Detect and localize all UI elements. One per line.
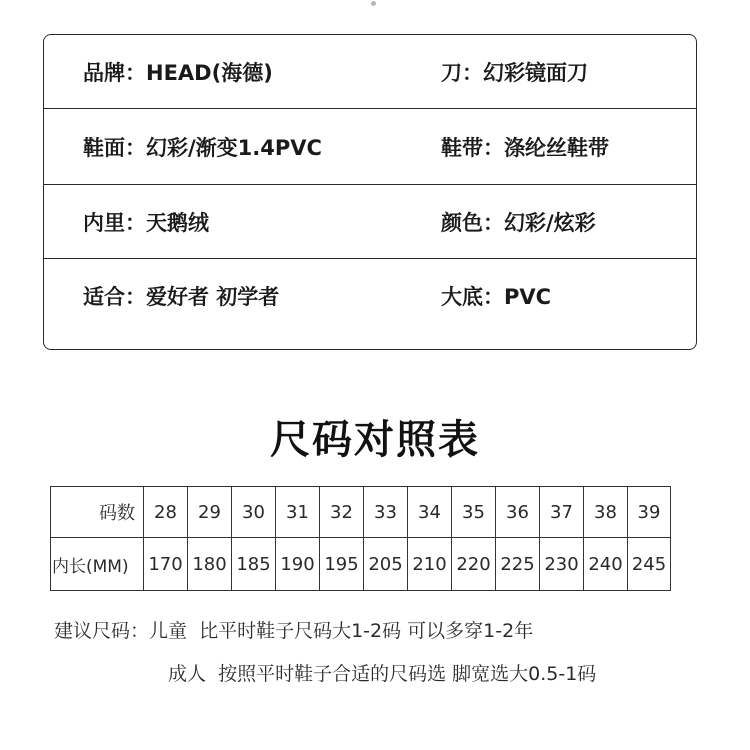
length-cell: 245	[628, 538, 671, 591]
length-cell: 170	[144, 538, 188, 591]
size-cell: 35	[452, 487, 496, 538]
spec-suitable: 适合：爱好者 初学者	[83, 285, 280, 309]
size-row	[51, 487, 671, 538]
length-label: 内长(MM)	[51, 538, 144, 591]
spec-row	[44, 259, 696, 349]
size-cell: 38	[584, 487, 628, 538]
spec-color: 颜色：幻彩/炫彩	[441, 210, 596, 235]
size-table	[50, 486, 671, 591]
size-label: 码数	[51, 487, 144, 538]
advice-child: 儿童 比平时鞋子尺码大1-2码 可以多穿1-2年	[149, 620, 534, 642]
length-cell: 220	[452, 538, 496, 591]
size-cell: 31	[276, 487, 320, 538]
length-cell: 180	[188, 538, 232, 591]
length-row	[51, 538, 671, 591]
length-cell: 230	[540, 538, 584, 591]
spec-laces: 鞋带：涤纶丝鞋带	[441, 135, 609, 160]
spec-row	[44, 185, 696, 259]
size-chart-title: 尺码对照表	[270, 417, 480, 463]
length-cell: 190	[276, 538, 320, 591]
spec-blade: 刀：幻彩镜面刀	[441, 60, 588, 85]
size-cell: 36	[496, 487, 540, 538]
length-cell: 240	[584, 538, 628, 591]
spec-lining: 内里：天鹅绒	[83, 210, 209, 235]
size-cell: 32	[320, 487, 364, 538]
spec-brand: 品牌：HEAD(海德)	[83, 60, 273, 85]
length-cell: 185	[232, 538, 276, 591]
spec-box	[43, 34, 697, 350]
spec-row	[44, 109, 696, 185]
size-cell: 29	[188, 487, 232, 538]
length-cell: 195	[320, 538, 364, 591]
length-cell: 225	[496, 538, 540, 591]
length-cell: 210	[408, 538, 452, 591]
size-cell: 28	[144, 487, 188, 538]
size-cell: 39	[628, 487, 671, 538]
size-cell: 34	[408, 487, 452, 538]
advice-child-line	[54, 616, 533, 643]
advice-label: 建议尺码：	[54, 620, 150, 642]
spec-row	[44, 35, 696, 109]
advice-adult-line	[168, 659, 596, 686]
length-cell: 205	[364, 538, 408, 591]
size-cell: 30	[232, 487, 276, 538]
advice-adult: 成人 按照平时鞋子合适的尺码选 脚宽选大0.5-1码	[168, 663, 597, 685]
size-cell: 33	[364, 487, 408, 538]
spec-upper: 鞋面：幻彩/渐变1.4PVC	[83, 135, 322, 160]
size-cell: 37	[540, 487, 584, 538]
spec-sole: 大底：PVC	[441, 285, 552, 309]
top-dot	[371, 1, 376, 6]
